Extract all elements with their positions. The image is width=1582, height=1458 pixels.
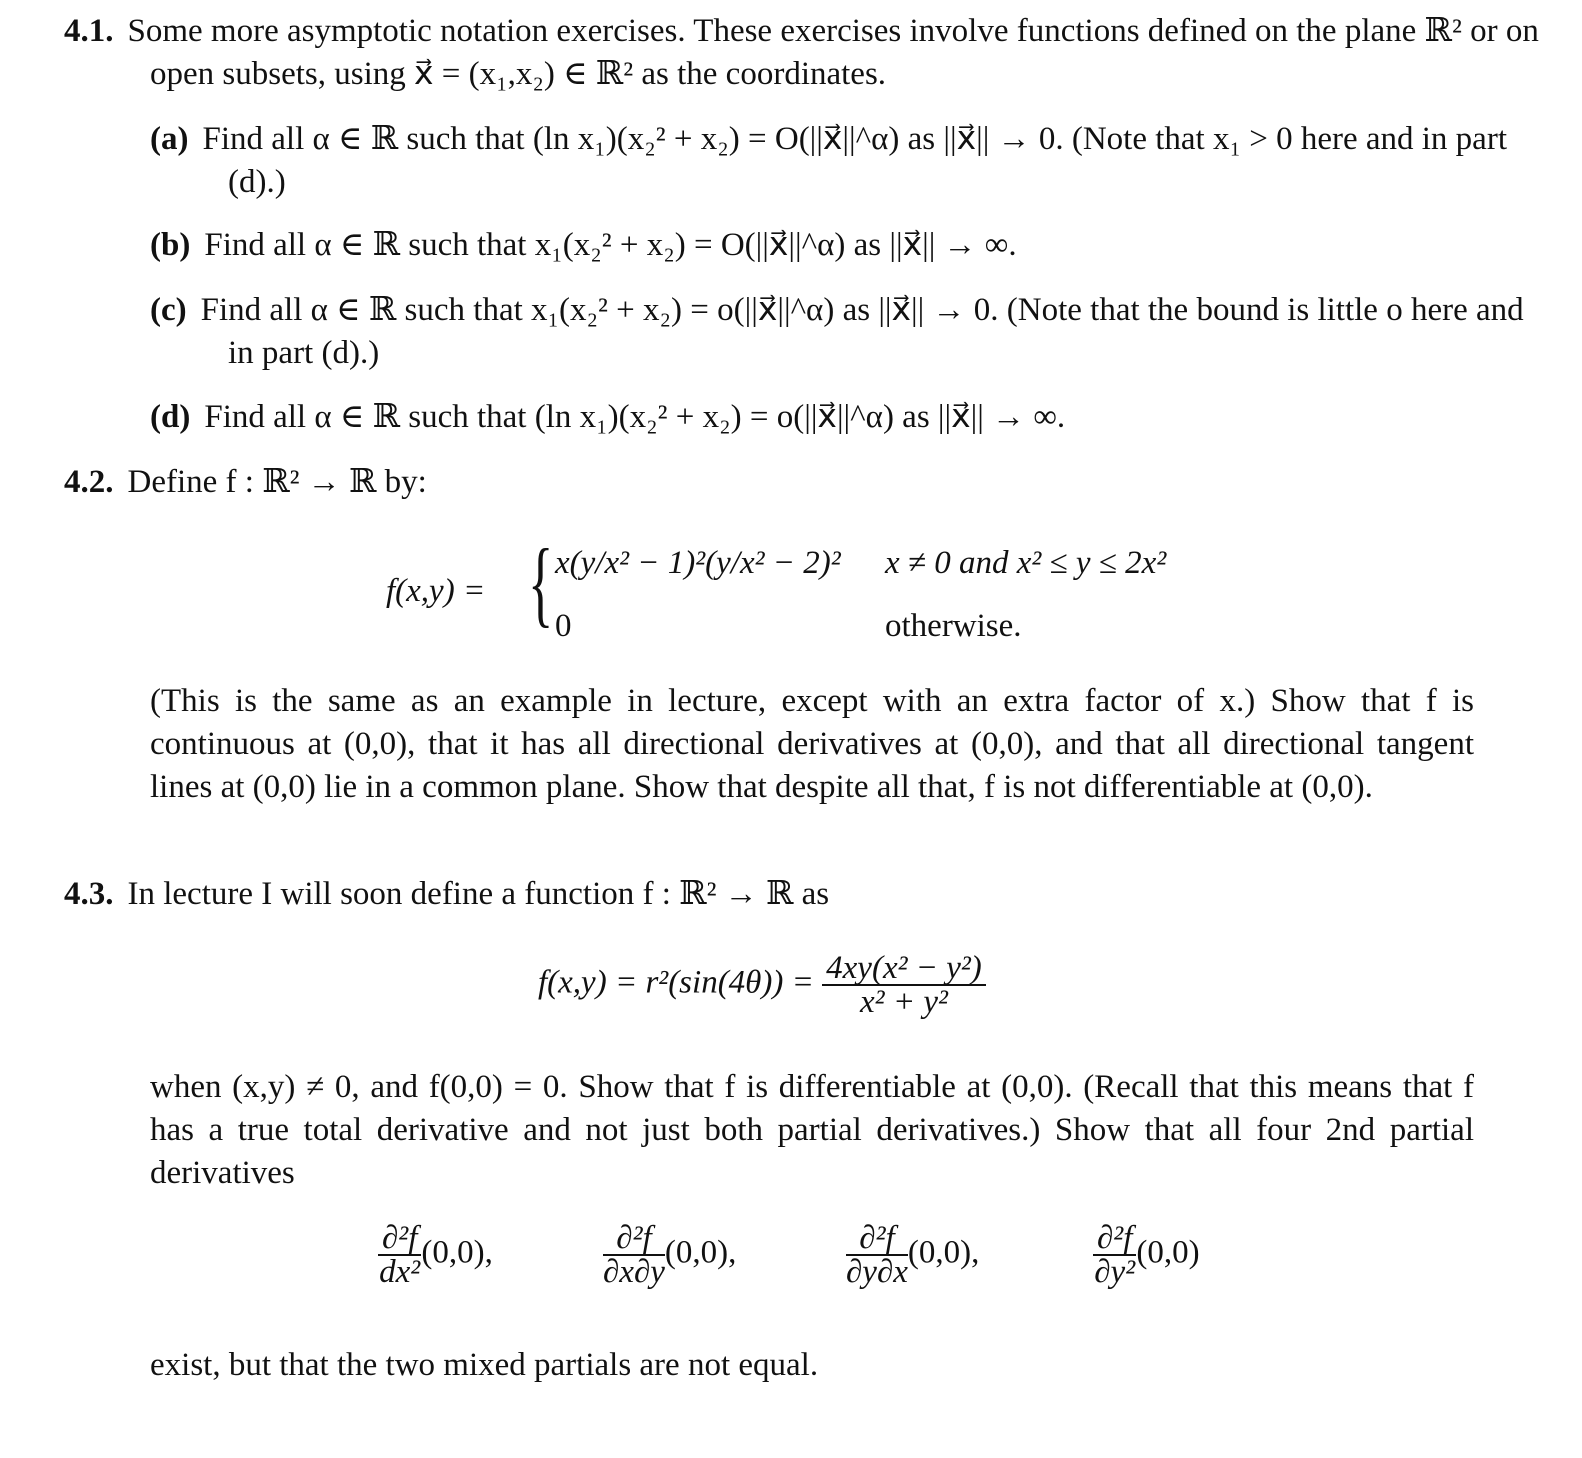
- partial-numerator: ∂²f: [1093, 1222, 1136, 1256]
- second-partials-row: [378, 1222, 1238, 1312]
- problem-4-1: [64, 10, 1560, 96]
- left-brace: {: [528, 529, 554, 636]
- part-text: Find all α ∈ ℝ such that (ln x₁)(x₂² + x₂) = o(||x⃗||^α) as ||x⃗|| → ∞.: [204, 399, 1066, 435]
- partial-denominator: ∂y²: [1094, 1254, 1136, 1290]
- partial-denominator: dx²: [379, 1254, 421, 1290]
- problem-intro: Define f : ℝ² → ℝ by:: [127, 464, 427, 500]
- part-label: (c): [150, 292, 187, 328]
- partial-point: (0,0),: [907, 1234, 980, 1271]
- partial-point: (0,0),: [664, 1234, 737, 1271]
- formula-fraction: [822, 952, 986, 1018]
- problem-title: Some more asymptotic notation exercises.: [127, 13, 686, 49]
- partial-yx: [846, 1222, 979, 1288]
- formula-numerator: 4xy(x² − y²): [822, 952, 986, 986]
- partial-numerator: ∂²f: [378, 1222, 421, 1256]
- formula-denominator: x² + y²: [860, 984, 948, 1020]
- problem-4-3-body: when (x,y) ≠ 0, and f(0,0) = 0. Show that f is differentiable at (0,0). (Recall that this means that f has a true total derivative and not just both partial derivatives.) Show that all four 2nd partial derivatives: [150, 1069, 1474, 1191]
- polar-formula: [538, 952, 986, 1018]
- problem-4-2: [64, 461, 1474, 504]
- partial-point: (0,0): [1136, 1234, 1200, 1271]
- partial-denominator: ∂x∂y: [603, 1254, 665, 1290]
- piecewise-lhs: f(x,y) =: [386, 573, 486, 609]
- partial-xy: [603, 1222, 736, 1288]
- part-text: Find all α ∈ ℝ such that (ln x₁)(x₂² + x₂) = O(||x⃗||^α) as ||x⃗|| → 0. (Note that x₁ > 0 here and in part (d).): [202, 121, 1507, 200]
- problem-number: 4.1.: [64, 13, 114, 49]
- partial-point: (0,0),: [421, 1234, 493, 1271]
- part-text: Find all α ∈ ℝ such that x₁(x₂² + x₂) = o(||x⃗||^α) as ||x⃗|| → 0. (Note that the bound is little o here and in part (d).): [200, 292, 1524, 371]
- problem-intro: These exercises involve functions defined on the plane ℝ² or on open subsets, using x⃗ = (x₁,x₂) ∈ ℝ² as the coordinates.: [150, 13, 1539, 92]
- part-label: (b): [150, 227, 191, 263]
- partial-yy: [1093, 1222, 1200, 1288]
- case2-expression: 0: [555, 608, 572, 644]
- part-b: [150, 224, 1552, 267]
- partial-xx: [378, 1222, 493, 1288]
- case2-condition: otherwise.: [885, 608, 1022, 644]
- partial-denominator: ∂y∂x: [846, 1254, 908, 1290]
- part-label: (a): [150, 121, 189, 157]
- case1-condition: x ≠ 0 and x² ≤ y ≤ 2x²: [885, 545, 1167, 581]
- problem-4-3: [64, 873, 1474, 916]
- problem-number: 4.2.: [64, 464, 114, 500]
- part-text: Find all α ∈ ℝ such that x₁(x₂² + x₂) = O(||x⃗||^α) as ||x⃗|| → ∞.: [204, 227, 1017, 263]
- part-c: [150, 289, 1552, 375]
- part-label: (d): [150, 399, 191, 435]
- partial-numerator: ∂²f: [846, 1222, 908, 1256]
- problem-4-2-body: (This is the same as an example in lecture, except with an extra factor of x.) Show that f is continuous at (0,0), that it has all directional derivatives at (0,0), and that all directional tangent lines at (0,0) lie in a common plane. Show that despite all that, f is not differentiable at (0,0).: [150, 683, 1474, 805]
- problem-number: 4.3.: [64, 876, 114, 912]
- formula-lhs: f(x,y) = r²(sin(4θ)) =: [538, 964, 814, 1001]
- case1-expression: x(y/x² − 1)²(y/x² − 2)²: [555, 545, 841, 581]
- problem-4-3-closing: exist, but that the two mixed partials are not equal.: [150, 1347, 819, 1383]
- partial-numerator: ∂²f: [603, 1222, 665, 1256]
- part-a: [150, 118, 1552, 204]
- problem-intro: In lecture I will soon define a function f : ℝ² → ℝ as: [127, 876, 830, 912]
- part-d: [150, 396, 1552, 439]
